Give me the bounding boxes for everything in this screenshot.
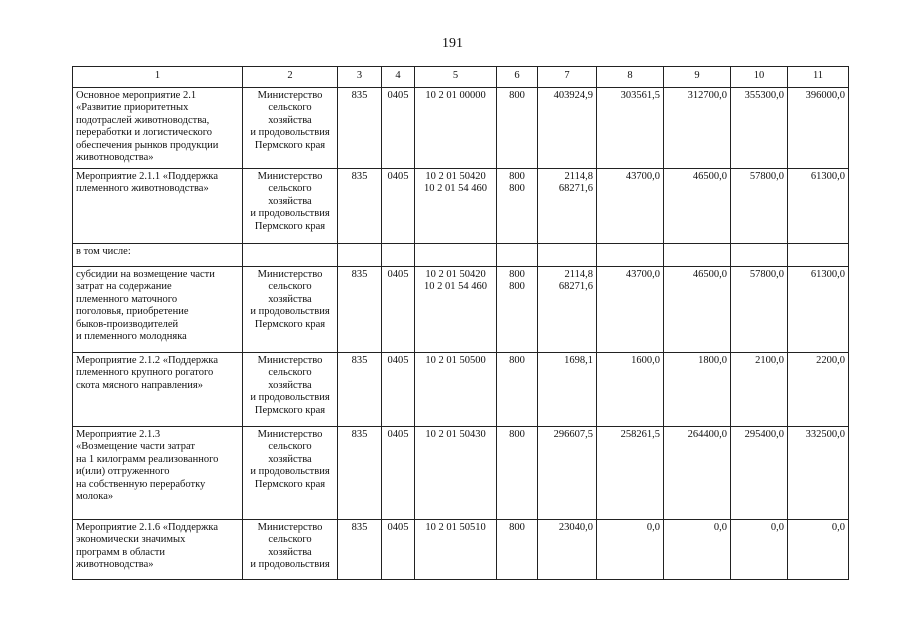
activity-name: Мероприятие 2.1.6 «Поддержка экономически значимых программ в области животноводства»: [73, 520, 243, 580]
amount-col7: 23040,0: [538, 520, 597, 580]
ministry-code: 835: [338, 353, 382, 427]
activity-name: Мероприятие 2.1.3 «Возмещение части затрат на 1 килограмм реализованного и(или) отгруженного на собственную переработку молока»: [73, 427, 243, 520]
amount-col7: 2114,8 68271,6: [538, 169, 597, 244]
executor: Министерство сельского хозяйства и продовольствия Пермского края: [243, 427, 338, 520]
table-row: [73, 520, 849, 580]
amount-col10: 57800,0: [731, 267, 788, 353]
expense-type: 800: [497, 427, 538, 520]
ministry-code: 835: [338, 520, 382, 580]
amount-col11: 0,0: [788, 520, 849, 580]
amount-col9: 264400,0: [664, 427, 731, 520]
amount-col8: 43700,0: [597, 169, 664, 244]
section-code: 0405: [382, 353, 415, 427]
activity-name: субсидии на возмещение части затрат на содержание племенного маточного поголовья, приобретение быков-производителей и племенного молодняка: [73, 267, 243, 353]
amount-col10: 295400,0: [731, 427, 788, 520]
executor: Министерство сельского хозяйства и продовольствия Пермского края: [243, 267, 338, 353]
amount-col10: 2100,0: [731, 353, 788, 427]
header-cell: 4: [382, 67, 415, 88]
ministry-code: 835: [338, 267, 382, 353]
expense-type: 800: [497, 88, 538, 169]
header-cell: 10: [731, 67, 788, 88]
amount-col10: 0,0: [731, 520, 788, 580]
header-row: [73, 67, 849, 88]
amount-col7: [538, 244, 597, 267]
page-number: 191: [442, 36, 463, 51]
amount-col8: 0,0: [597, 520, 664, 580]
target-code: 10 2 01 50420 10 2 01 54 460: [415, 267, 497, 353]
amount-col7: 403924,9: [538, 88, 597, 169]
executor: [243, 244, 338, 267]
header-cell: 11: [788, 67, 849, 88]
amount-col7: 1698,1: [538, 353, 597, 427]
target-code: [415, 244, 497, 267]
amount-col10: [731, 244, 788, 267]
header-cell: 9: [664, 67, 731, 88]
table-row: [73, 244, 849, 267]
amount-col8: [597, 244, 664, 267]
amount-col11: 332500,0: [788, 427, 849, 520]
activity-name: Основное мероприятие 2.1 «Развитие приоритетных подотраслей животноводства, переработки и логистического обеспечения рынков продукции животноводства»: [73, 88, 243, 169]
section-code: 0405: [382, 88, 415, 169]
amount-col9: 312700,0: [664, 88, 731, 169]
amount-col11: 61300,0: [788, 267, 849, 353]
table-row: [73, 88, 849, 169]
header-cell: 8: [597, 67, 664, 88]
section-code: [382, 244, 415, 267]
target-code: 10 2 01 00000: [415, 88, 497, 169]
ministry-code: 835: [338, 88, 382, 169]
section-code: 0405: [382, 169, 415, 244]
header-cell: 6: [497, 67, 538, 88]
amount-col7: 2114,8 68271,6: [538, 267, 597, 353]
ministry-code: 835: [338, 169, 382, 244]
header-cell: 1: [73, 67, 243, 88]
amount-col8: 258261,5: [597, 427, 664, 520]
expense-type: 800: [497, 353, 538, 427]
amount-col9: 0,0: [664, 520, 731, 580]
executor: Министерство сельского хозяйства и продовольствия Пермского края: [243, 353, 338, 427]
amount-col11: 396000,0: [788, 88, 849, 169]
section-code: 0405: [382, 267, 415, 353]
executor: Министерство сельского хозяйства и продовольствия: [243, 520, 338, 580]
activity-name: Мероприятие 2.1.2 «Поддержка племенного крупного рогатого скота мясного направления»: [73, 353, 243, 427]
ministry-code: [338, 244, 382, 267]
amount-col8: 1600,0: [597, 353, 664, 427]
executor: Министерство сельского хозяйства и продовольствия Пермского края: [243, 88, 338, 169]
budget-table: [72, 66, 849, 580]
target-code: 10 2 01 50420 10 2 01 54 460: [415, 169, 497, 244]
table-row: [73, 267, 849, 353]
amount-col11: 61300,0: [788, 169, 849, 244]
amount-col8: 43700,0: [597, 267, 664, 353]
expense-type: 800 800: [497, 267, 538, 353]
amount-col7: 296607,5: [538, 427, 597, 520]
expense-type: 800 800: [497, 169, 538, 244]
activity-name: Мероприятие 2.1.1 «Поддержка племенного животноводства»: [73, 169, 243, 244]
amount-col8: 303561,5: [597, 88, 664, 169]
amount-col11: 2200,0: [788, 353, 849, 427]
activity-name: в том числе:: [73, 244, 243, 267]
amount-col10: 57800,0: [731, 169, 788, 244]
table-row: [73, 353, 849, 427]
header-cell: 3: [338, 67, 382, 88]
expense-type: 800: [497, 520, 538, 580]
amount-col9: 1800,0: [664, 353, 731, 427]
header-cell: 7: [538, 67, 597, 88]
amount-col9: 46500,0: [664, 267, 731, 353]
section-code: 0405: [382, 427, 415, 520]
amount-col11: [788, 244, 849, 267]
header-cell: 5: [415, 67, 497, 88]
table-row: [73, 169, 849, 244]
expense-type: [497, 244, 538, 267]
section-code: 0405: [382, 520, 415, 580]
table-row: [73, 427, 849, 520]
amount-col10: 355300,0: [731, 88, 788, 169]
amount-col9: [664, 244, 731, 267]
target-code: 10 2 01 50500: [415, 353, 497, 427]
executor: Министерство сельского хозяйства и продовольствия Пермского края: [243, 169, 338, 244]
ministry-code: 835: [338, 427, 382, 520]
amount-col9: 46500,0: [664, 169, 731, 244]
header-cell: 2: [243, 67, 338, 88]
target-code: 10 2 01 50510: [415, 520, 497, 580]
target-code: 10 2 01 50430: [415, 427, 497, 520]
